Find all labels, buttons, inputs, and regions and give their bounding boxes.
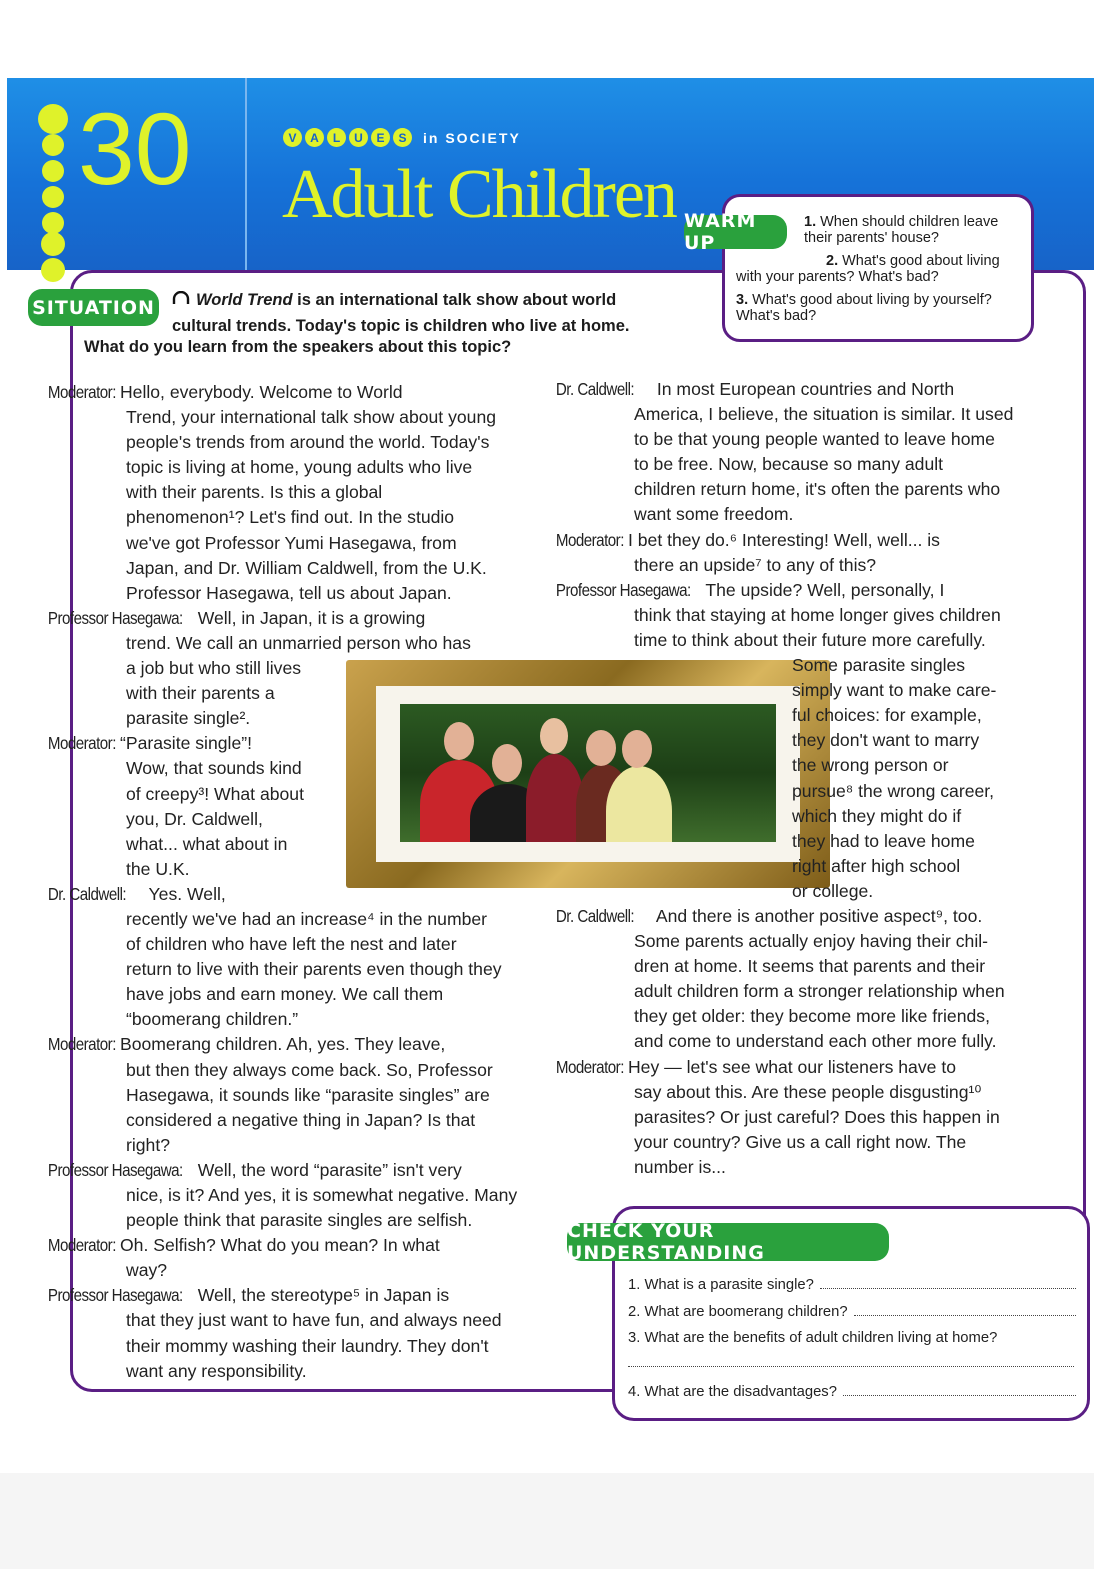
series-label bbox=[283, 128, 521, 147]
bullet-dot bbox=[38, 104, 68, 134]
dialogue-line: Boomerang children. Ah, yes. They leave, bbox=[119, 1034, 446, 1055]
dialogue-line: the wrong person or bbox=[792, 755, 949, 776]
dialogue-line: The upside? Well, personally, I bbox=[705, 579, 945, 600]
dialogue-line: adult children form a stronger relationship when bbox=[634, 981, 1005, 1002]
dialogue-line: with their parents. Is this a global bbox=[126, 482, 383, 503]
dialogue-line: think that staying at home longer gives children bbox=[634, 604, 1001, 625]
show-name: World Trend bbox=[196, 291, 293, 309]
unit-number: 30 bbox=[78, 92, 192, 206]
bullet-dot bbox=[41, 258, 65, 282]
speaker-name: Professor Hasegawa: bbox=[47, 1159, 183, 1180]
dialogue-line: want any responsibility. bbox=[126, 1360, 307, 1381]
dialogue-turn bbox=[47, 380, 584, 606]
speaker-name: Moderator: bbox=[555, 529, 624, 550]
speaker-name: Moderator: bbox=[555, 1056, 624, 1077]
dialogue-line: which they might do if bbox=[792, 805, 962, 826]
dialogue-line: America, I believe, the situation is similar. It used bbox=[634, 404, 1014, 425]
dialogue-turn bbox=[47, 1158, 584, 1233]
dialogue-line: trend. We call an unmarried person who has bbox=[126, 632, 471, 653]
dialogue-line: people's trends from around the world. Today's bbox=[126, 432, 490, 453]
dialogue-turn bbox=[47, 731, 584, 882]
dialogue-line: dren at home. It seems that parents and their bbox=[634, 956, 986, 977]
dialogue-line: Some parents actually enjoy having their chil- bbox=[634, 931, 989, 952]
dialogue-line: their mommy washing their laundry. They don't bbox=[126, 1335, 489, 1356]
dialogue-line: but then they always come back. So, Professor bbox=[126, 1059, 493, 1080]
dialogue-line: phenomenon¹? Let's find out. In the studio bbox=[126, 507, 455, 528]
dialogue-line: Well, the word “parasite” isn't very bbox=[197, 1159, 462, 1180]
series-letter: A bbox=[305, 128, 324, 147]
dialogue-line: right after high school bbox=[792, 855, 961, 876]
speaker-name: Moderator: bbox=[47, 1235, 116, 1256]
check-understanding-label: CHECK YOUR UNDERSTANDING bbox=[567, 1223, 889, 1261]
speaker-name: Professor Hasegawa: bbox=[47, 1285, 183, 1306]
dialogue-line: “boomerang children.” bbox=[126, 1009, 299, 1030]
dialogue-turn bbox=[47, 1233, 584, 1283]
series-letter: L bbox=[327, 128, 346, 147]
dialogue-line: there an upside⁷ to any of this? bbox=[634, 554, 877, 575]
dialogue-line: Well, the stereotype⁵ in Japan is bbox=[197, 1285, 450, 1306]
series-tail: in SOCIETY bbox=[423, 129, 521, 146]
check-question-1: 1. What is a parasite single? bbox=[628, 1277, 1076, 1293]
dialogue-line: parasites? Or just careful? Does this happen in bbox=[634, 1106, 1000, 1127]
speaker-name: Dr. Caldwell: bbox=[555, 379, 635, 399]
dialogue-line: I bet they do.⁶ Interesting! Well, well... is bbox=[627, 529, 940, 550]
dialogue-line: of children who have left the nest and later bbox=[126, 934, 457, 955]
series-letter: V bbox=[283, 128, 302, 147]
dialogue-line: with their parents a bbox=[126, 683, 275, 704]
speaker-name: Moderator: bbox=[47, 382, 116, 402]
dialogue-line: nice, is it? And yes, it is somewhat negative. Many bbox=[126, 1185, 518, 1205]
dialogue-line: say about this. Are these people disgusting¹⁰ bbox=[634, 1081, 982, 1102]
dialogue-line: And there is another positive aspect⁹, too. bbox=[655, 905, 983, 926]
dialogue-turn bbox=[555, 1055, 1082, 1180]
warm-up-question-2: 2. What's good about living with your parents? What's bad? bbox=[736, 253, 1000, 285]
bullet-dot bbox=[42, 212, 64, 234]
bullet-dot bbox=[42, 160, 64, 182]
dialogue-line: of creepy³! What about bbox=[126, 783, 304, 804]
speaker-name: Dr. Caldwell: bbox=[555, 905, 635, 926]
speaker-name: Moderator: bbox=[47, 1034, 116, 1055]
dialogue-line: Professor Hasegawa, tell us about Japan. bbox=[126, 582, 452, 603]
dialogue-turn bbox=[555, 377, 1082, 528]
dialogue-line: we've got Professor Yumi Hasegawa, from bbox=[126, 532, 457, 553]
dialogue-line: number is... bbox=[634, 1156, 726, 1177]
dialogue-line: right? bbox=[126, 1134, 171, 1155]
dialogue-line: topic is living at home, young adults who live bbox=[126, 457, 473, 478]
dialogue-turn bbox=[47, 882, 584, 1033]
dialogue-line: or college. bbox=[792, 880, 874, 901]
dialogue-line: Japan, and Dr. William Caldwell, from the U.K. bbox=[126, 557, 487, 578]
warm-up-label: WARM UP bbox=[684, 215, 787, 249]
dialogue-line: you, Dr. Caldwell, bbox=[126, 808, 263, 829]
dialogue-line: Some parasite singles bbox=[792, 655, 966, 676]
dialogue-line: Oh. Selfish? What do you mean? In what bbox=[119, 1235, 440, 1256]
dialogue-line: what... what about in bbox=[126, 833, 288, 854]
series-letter: S bbox=[393, 128, 412, 147]
dialogue-turn bbox=[555, 904, 1082, 1055]
unit-title: Adult Children bbox=[282, 156, 676, 233]
answer-line[interactable] bbox=[843, 1394, 1076, 1396]
dialogue-line: pursue⁸ the wrong career, bbox=[792, 780, 995, 801]
speaker-name: Dr. Caldwell: bbox=[47, 883, 127, 904]
dialogue-line: parasite single². bbox=[126, 708, 251, 729]
dialogue-line: considered a negative thing in Japan? Is that bbox=[126, 1109, 476, 1130]
dialogue-line: to be free. Now, because so many adult bbox=[634, 454, 944, 475]
check-question-2: 2. What are boomerang children? bbox=[628, 1304, 1076, 1320]
dialogue-line: to be that young people wanted to leave home bbox=[634, 429, 995, 450]
check-question-4: 4. What are the disadvantages? bbox=[628, 1384, 1076, 1400]
situation-text: World Trend is an international talk show about world cultural trends. Today's topic is children who live at home. bbox=[172, 291, 630, 335]
dialogue-line: have jobs and earn money. We call them bbox=[126, 984, 444, 1005]
dialogue-line: the U.K. bbox=[126, 858, 190, 879]
dialogue-line: Well, in Japan, it is a growing bbox=[197, 607, 426, 628]
speaker-name: Moderator: bbox=[47, 733, 116, 754]
warm-up-question-1: 1. When should children leave their parents' house? bbox=[804, 214, 999, 246]
situation-label: SITUATION bbox=[28, 289, 159, 326]
dialogue-line: people think that parasite singles are selfish. bbox=[126, 1210, 473, 1231]
dialogue-line: and come to understand each other more fully. bbox=[634, 1031, 997, 1052]
dialogue-line: time to think about their future more carefully. bbox=[634, 629, 986, 650]
dialogue-line: Hey — let's see what our listeners have to bbox=[627, 1056, 956, 1077]
dialogue-line: a job but who still lives bbox=[126, 658, 302, 679]
answer-line[interactable] bbox=[854, 1314, 1076, 1316]
dialogue-turn bbox=[555, 578, 1082, 904]
dialogue-right-column bbox=[555, 377, 1082, 1180]
answer-line[interactable] bbox=[628, 1366, 1074, 1367]
dialogue-line: Hasegawa, it sounds like “parasite singles” are bbox=[126, 1084, 490, 1105]
dialogue-line: Hello, everybody. Welcome to World bbox=[119, 382, 403, 402]
series-letter: E bbox=[371, 128, 390, 147]
dialogue-line: ful choices: for example, bbox=[792, 705, 982, 726]
warm-up-question-3: 3. What's good about living by yourself? What's bad? bbox=[736, 292, 992, 324]
answer-line[interactable] bbox=[820, 1287, 1076, 1289]
dialogue-line: return to live with their parents even though they bbox=[126, 959, 502, 980]
dialogue-line: want some freedom. bbox=[634, 504, 794, 525]
dialogue-line: “Parasite single”! bbox=[119, 733, 252, 754]
dialogue-line: they get older: they become more like friends, bbox=[634, 1006, 990, 1027]
dialogue-line: children return home, it's often the parents who bbox=[634, 479, 1001, 500]
dialogue-line: Wow, that sounds kind bbox=[126, 758, 302, 779]
dialogue-line: In most European countries and North bbox=[656, 379, 955, 399]
dialogue-line: they don't want to marry bbox=[792, 730, 980, 751]
dialogue-line: Yes. Well, bbox=[148, 883, 226, 904]
speaker-name: Professor Hasegawa: bbox=[47, 607, 183, 628]
dialogue-turn bbox=[47, 606, 584, 731]
dialogue-line: simply want to make care- bbox=[792, 680, 997, 701]
bullet-dot bbox=[42, 134, 64, 156]
dialogue-line: recently we've had an increase⁴ in the number bbox=[126, 908, 488, 929]
dialogue-line: way? bbox=[126, 1260, 168, 1281]
dialogue-left-column bbox=[47, 380, 584, 1384]
check-question-3: 3. What are the benefits of adult children living at home? bbox=[628, 1330, 998, 1346]
dialogue-line: your country? Give us a call right now. The bbox=[634, 1131, 967, 1152]
dialogue-line: they had to leave home bbox=[792, 830, 975, 851]
banner-divider bbox=[245, 78, 247, 270]
dialogue-turn bbox=[47, 1283, 584, 1383]
speaker-name: Professor Hasegawa: bbox=[555, 579, 691, 600]
series-letter: U bbox=[349, 128, 368, 147]
page-footer bbox=[0, 1473, 1094, 1569]
dialogue-line: that they just want to have fun, and always need bbox=[126, 1310, 502, 1331]
bullet-dot bbox=[42, 186, 64, 208]
bullet-dot bbox=[41, 232, 65, 256]
situation-question: What do you learn from the speakers about this topic? bbox=[84, 338, 512, 356]
dialogue-line: Trend, your international talk show about young bbox=[126, 407, 497, 428]
dialogue-turn bbox=[555, 528, 1082, 578]
dialogue-turn bbox=[47, 1032, 584, 1157]
